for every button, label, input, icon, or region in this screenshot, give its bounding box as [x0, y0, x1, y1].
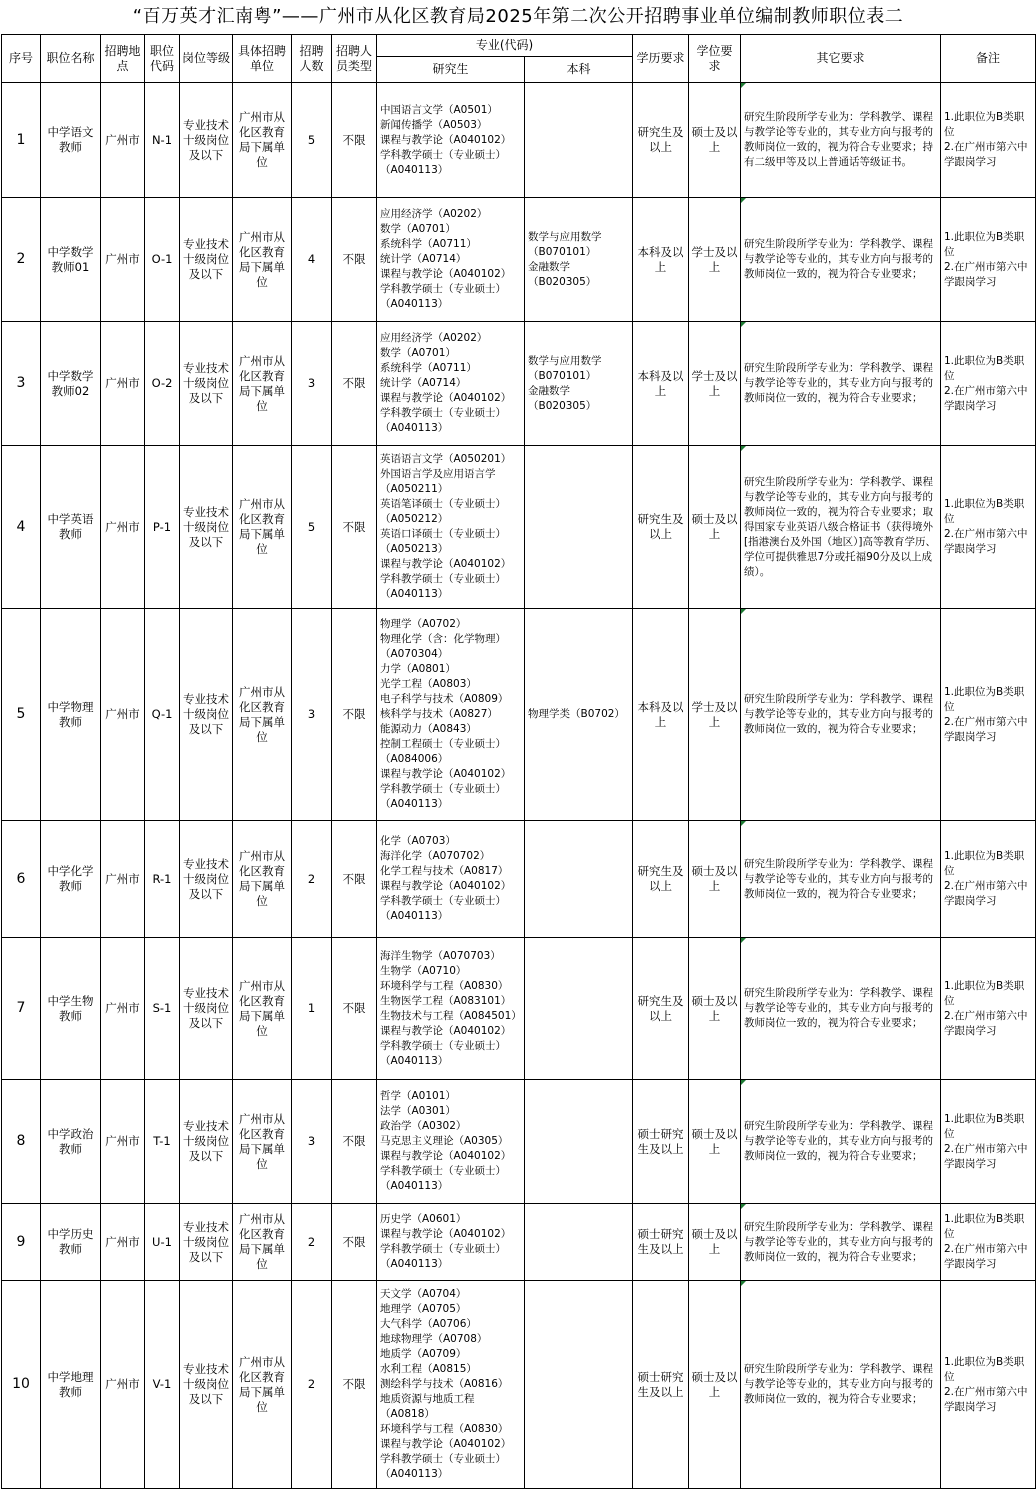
- row-grad-majors-line: 学科教学硕士（专业硕士）（A040113）: [380, 283, 506, 310]
- row-grad-majors: [377, 83, 525, 198]
- row-code: T-1: [145, 1080, 180, 1204]
- row-grad-majors-line: 化学（A0703）: [380, 835, 456, 847]
- row-note: [941, 821, 1036, 938]
- row-grad-majors-line: 学科教学硕士（专业硕士）（A040113）: [380, 148, 506, 176]
- row-under-majors-line: 数学与应用数学（B070101）: [528, 354, 602, 382]
- row-level: 专业技术十级岗位及以下: [180, 83, 233, 198]
- row-name: 中学化学教师: [41, 821, 101, 938]
- row-grad-majors-line: 系统科学（A0711）: [380, 238, 477, 250]
- row-note-line: 1.此职位为B类职位: [944, 1355, 1025, 1383]
- row-name: 中学政治教师: [41, 1080, 101, 1204]
- row-name: 中学数学教师01: [41, 198, 101, 322]
- row-grad-majors-line: 学科教学硕士（专业硕士）（A040113）: [380, 1039, 506, 1067]
- table-row: [2, 1204, 1036, 1281]
- row-grad-majors-line: 法学（A0301）: [380, 1105, 456, 1117]
- row-grad-majors-line: 系统科学（A0711）: [380, 362, 477, 374]
- row-grad-majors-line: 天文学（A0704）: [380, 1288, 467, 1300]
- row-type: 不限: [332, 1080, 377, 1204]
- row-degree: 学士及以上: [689, 609, 741, 821]
- row-name: 中学英语教师: [41, 446, 101, 609]
- row-grad-majors-line: 英语笔译硕士（专业硕士）（A050212）: [380, 498, 506, 525]
- row-edu: 硕士研究生及以上: [633, 1281, 689, 1489]
- row-edu: 硕士研究生及以上: [633, 1080, 689, 1204]
- row-count: 3: [292, 609, 332, 821]
- header-major: 专业(代码): [377, 35, 633, 57]
- row-grad-majors-line: 哲学（A0101）: [380, 1090, 456, 1102]
- row-name: 中学物理教师: [41, 609, 101, 821]
- row-grad-majors-line: 测绘科学与技术（A0816）: [380, 1378, 509, 1390]
- row-grad-majors-line: 生物医学工程（A083101）: [380, 994, 512, 1007]
- row-grad-majors-line: 生物学（A0710）: [380, 964, 467, 977]
- row-under-majors: [525, 1204, 633, 1281]
- row-name: 中学生物教师: [41, 938, 101, 1080]
- row-grad-majors-line: 学科教学硕士（专业硕士）（A040113）: [380, 1243, 506, 1270]
- row-other: 研究生阶段所学专业为：学科教学、课程与教学论等专业的，其专业方向与报考的教师岗位一致的，视为符合专业要求；: [741, 938, 941, 1080]
- row-degree: 硕士及以上: [689, 1204, 741, 1281]
- row-grad-majors-line: 能源动力（A0843）: [380, 723, 477, 735]
- row-grad-majors-line: 地质学（A0709）: [380, 1348, 467, 1360]
- table-row: [2, 83, 1036, 198]
- row-place: 广州市: [101, 1204, 145, 1281]
- row-level: 专业技术十级岗位及以下: [180, 198, 233, 322]
- row-name: 中学语文教师: [41, 83, 101, 198]
- row-note-line: 2.在广州市第六中学跟岗学习: [944, 1385, 1028, 1413]
- row-grad-majors: [377, 198, 525, 322]
- row-grad-majors-line: 课程与教学论（A040102）: [380, 133, 512, 146]
- header-other: 其它要求: [741, 35, 941, 83]
- header-edu: 学历要求: [633, 35, 689, 83]
- row-grad-majors-line: 课程与教学论（A040102）: [380, 1150, 512, 1162]
- row-under-majors: [525, 322, 633, 446]
- row-level: 专业技术十级岗位及以下: [180, 938, 233, 1080]
- row-code: S-1: [145, 938, 180, 1080]
- row-edu: 研究生及以上: [633, 821, 689, 938]
- page-title: “百万英才汇南粤”——广州市从化区教育局2025年第二次公开招聘事业单位编制教师职位表二: [132, 6, 904, 27]
- row-place: 广州市: [101, 322, 145, 446]
- row-grad-majors-line: 数学（A0701）: [380, 347, 456, 359]
- table-row: [2, 1080, 1036, 1204]
- row-note: [941, 198, 1036, 322]
- row-degree: 硕士及以上: [689, 83, 741, 198]
- row-count: 5: [292, 446, 332, 609]
- table-body: [2, 83, 1036, 1489]
- row-under-majors: [525, 1080, 633, 1204]
- row-idx: 7: [2, 938, 41, 1080]
- row-note-line: 2.在广州市第六中学跟岗学习: [944, 260, 1028, 288]
- row-grad-majors-line: 数学（A0701）: [380, 223, 456, 235]
- row-degree: 硕士及以上: [689, 1080, 741, 1204]
- row-type: 不限: [332, 322, 377, 446]
- row-grad-majors-line: 中国语言文学（A0501）: [380, 103, 498, 116]
- row-count: 2: [292, 1281, 332, 1489]
- row-edu: 研究生及以上: [633, 83, 689, 198]
- row-degree: 硕士及以上: [689, 1281, 741, 1489]
- row-grad-majors: [377, 446, 525, 609]
- row-unit: 广州市从化区教育局下属单位: [233, 609, 292, 821]
- row-unit: 广州市从化区教育局下属单位: [233, 938, 292, 1080]
- row-other: 研究生阶段所学专业为：学科教学、课程与教学论等专业的，其专业方向与报考的教师岗位一致的，视为符合专业要求；: [741, 1281, 941, 1489]
- row-grad-majors: [377, 322, 525, 446]
- row-note: [941, 83, 1036, 198]
- table-row: [2, 821, 1036, 938]
- row-note-line: 1.此职位为B类职位: [944, 111, 1025, 138]
- row-note-line: 1.此职位为B类职位: [944, 979, 1025, 1007]
- row-grad-majors-line: 地质资源与地质工程（A0818）: [380, 1393, 475, 1420]
- row-grad-majors-line: 大气科学（A0706）: [380, 1318, 477, 1330]
- row-grad-majors-line: 环境科学与工程（A0830）: [380, 979, 509, 992]
- row-idx: 3: [2, 322, 41, 446]
- row-grad-majors-line: 统计学（A0714）: [380, 253, 467, 265]
- row-grad-majors: [377, 938, 525, 1080]
- row-under-majors-line: 金融数学（B020305）: [528, 260, 597, 288]
- header-count: 招聘人数: [292, 35, 332, 83]
- row-type: 不限: [332, 83, 377, 198]
- row-unit: 广州市从化区教育局下属单位: [233, 446, 292, 609]
- row-grad-majors-line: 地理学（A0705）: [380, 1303, 467, 1315]
- row-degree: 硕士及以上: [689, 821, 741, 938]
- row-note: [941, 1080, 1036, 1204]
- row-grad-majors-line: 物理化学（含：化学物理）（A070304）: [380, 633, 506, 660]
- row-code: R-1: [145, 821, 180, 938]
- row-grad-majors-line: 课程与教学论（A040102）: [380, 880, 512, 892]
- row-code: U-1: [145, 1204, 180, 1281]
- row-place: 广州市: [101, 938, 145, 1080]
- row-place: 广州市: [101, 821, 145, 938]
- row-grad-majors: [377, 821, 525, 938]
- row-type: 不限: [332, 1281, 377, 1489]
- row-count: 3: [292, 322, 332, 446]
- row-other: 研究生阶段所学专业为：学科教学、课程与教学论等专业的，其专业方向与报考的教师岗位一致的，视为符合专业要求；持有二级甲等及以上普通话等级证书。: [741, 83, 941, 198]
- row-grad-majors-line: 光学工程（A0803）: [380, 678, 477, 690]
- row-note-line: 2.在广州市第六中学跟岗学习: [944, 880, 1028, 907]
- row-place: 广州市: [101, 609, 145, 821]
- row-grad-majors-line: 马克思主义理论（A0305）: [380, 1135, 509, 1147]
- row-grad-majors-line: 课程与教学论（A040102）: [380, 1228, 512, 1240]
- header-type: 招聘人员类型: [332, 35, 377, 83]
- row-type: 不限: [332, 609, 377, 821]
- header-code: 职位代码: [145, 35, 180, 83]
- row-grad-majors-line: 课程与教学论（A040102）: [380, 1438, 512, 1450]
- row-type: 不限: [332, 821, 377, 938]
- header-level: 岗位等级: [180, 35, 233, 83]
- row-degree: 硕士及以上: [689, 938, 741, 1080]
- row-note-line: 2.在广州市第六中学跟岗学习: [944, 1142, 1028, 1170]
- header-name: 职位名称: [41, 35, 101, 83]
- row-level: 专业技术十级岗位及以下: [180, 1204, 233, 1281]
- row-note-line: 2.在广州市第六中学跟岗学习: [944, 1243, 1028, 1270]
- row-count: 2: [292, 821, 332, 938]
- row-grad-majors-line: 学科教学硕士（专业硕士）（A040113）: [380, 407, 506, 434]
- row-edu: 本科及以上: [633, 609, 689, 821]
- row-edu: 研究生及以上: [633, 446, 689, 609]
- row-idx: 2: [2, 198, 41, 322]
- row-note-line: 1.此职位为B类职位: [944, 1112, 1025, 1140]
- row-name: 中学历史教师: [41, 1204, 101, 1281]
- row-note-line: 1.此职位为B类职位: [944, 1213, 1025, 1240]
- row-level: 专业技术十级岗位及以下: [180, 609, 233, 821]
- row-place: 广州市: [101, 1080, 145, 1204]
- table-row: [2, 322, 1036, 446]
- row-idx: 1: [2, 83, 41, 198]
- table-row: [2, 446, 1036, 609]
- row-note: [941, 1281, 1036, 1489]
- row-grad-majors: [377, 1204, 525, 1281]
- table-row: [2, 609, 1036, 821]
- row-place: 广州市: [101, 83, 145, 198]
- row-other: 研究生阶段所学专业为：学科教学、课程与教学论等专业的，其专业方向与报考的教师岗位一致的，视为符合专业要求；: [741, 1080, 941, 1204]
- row-degree: 学士及以上: [689, 198, 741, 322]
- row-note: [941, 322, 1036, 446]
- row-idx: 4: [2, 446, 41, 609]
- row-other: 研究生阶段所学专业为：学科教学、课程与教学论等专业的，其专业方向与报考的教师岗位一致的，视为符合专业要求；: [741, 821, 941, 938]
- row-unit: 广州市从化区教育局下属单位: [233, 198, 292, 322]
- row-type: 不限: [332, 446, 377, 609]
- row-under-majors: [525, 938, 633, 1080]
- row-note-line: 2.在广州市第六中学跟岗学习: [944, 715, 1028, 743]
- header-grad: 研究生: [377, 57, 525, 83]
- row-under-majors: [525, 609, 633, 821]
- row-note: [941, 609, 1036, 821]
- row-place: 广州市: [101, 446, 145, 609]
- row-code: N-1: [145, 83, 180, 198]
- row-grad-majors: [377, 1281, 525, 1489]
- row-idx: 10: [2, 1281, 41, 1489]
- row-grad-majors-line: 课程与教学论（A040102）: [380, 558, 512, 570]
- row-grad-majors: [377, 1080, 525, 1204]
- row-other: 研究生阶段所学专业为：学科教学、课程与教学论等专业的，其专业方向与报考的教师岗位一致的，视为符合专业要求；: [741, 609, 941, 821]
- row-idx: 9: [2, 1204, 41, 1281]
- row-grad-majors-line: 英语口译硕士（专业硕士）（A050213）: [380, 528, 506, 555]
- row-type: 不限: [332, 938, 377, 1080]
- row-code: V-1: [145, 1281, 180, 1489]
- row-under-majors: [525, 446, 633, 609]
- row-grad-majors-line: 核科学与技术（A0827）: [380, 708, 498, 720]
- row-grad-majors-line: 力学（A0801）: [380, 663, 456, 675]
- row-note-line: 2.在广州市第六中学跟岗学习: [944, 141, 1028, 168]
- row-grad-majors-line: 学科教学硕士（专业硕士）（A040113）: [380, 573, 506, 600]
- row-level: 专业技术十级岗位及以下: [180, 446, 233, 609]
- row-unit: 广州市从化区教育局下属单位: [233, 1080, 292, 1204]
- row-unit: 广州市从化区教育局下属单位: [233, 1281, 292, 1489]
- table-row: [2, 1281, 1036, 1489]
- header-note: 备注: [941, 35, 1036, 83]
- row-edu: 本科及以上: [633, 322, 689, 446]
- row-grad-majors-line: 应用经济学（A0202）: [380, 208, 488, 220]
- row-other: 研究生阶段所学专业为：学科教学、课程与教学论等专业的，其专业方向与报考的教师岗位一致的，视为符合专业要求；取得国家专业英语八级合格证书（获得境外[指港澳台及外国（地区）]高等教育学历、学位可提供雅思7分或托福90分及以上成绩）。: [741, 446, 941, 609]
- row-note-line: 2.在广州市第六中学跟岗学习: [944, 1009, 1028, 1037]
- row-edu: 研究生及以上: [633, 938, 689, 1080]
- row-grad-majors: [377, 609, 525, 821]
- header-idx: 序号: [2, 35, 41, 83]
- row-grad-majors-line: 电子科学与技术（A0809）: [380, 693, 509, 705]
- row-edu: 本科及以上: [633, 198, 689, 322]
- row-note: [941, 446, 1036, 609]
- row-level: 专业技术十级岗位及以下: [180, 322, 233, 446]
- row-note-line: 1.此职位为B类职位: [944, 685, 1025, 713]
- row-unit: 广州市从化区教育局下属单位: [233, 821, 292, 938]
- row-level: 专业技术十级岗位及以下: [180, 821, 233, 938]
- row-grad-majors-line: 历史学（A0601）: [380, 1213, 467, 1225]
- row-grad-majors-line: 课程与教学论（A040102）: [380, 1024, 512, 1037]
- row-grad-majors-line: 课程与教学论（A040102）: [380, 392, 512, 404]
- row-grad-majors-line: 海洋化学（A070702）: [380, 850, 491, 862]
- row-under-majors: [525, 821, 633, 938]
- row-grad-majors-line: 海洋生物学（A070703）: [380, 949, 501, 962]
- row-under-majors: [525, 83, 633, 198]
- row-grad-majors-line: 学科教学硕士（专业硕士）（A040113）: [380, 1453, 506, 1480]
- row-name: 中学地理教师: [41, 1281, 101, 1489]
- row-grad-majors-line: 化学工程与技术（A0817）: [380, 865, 509, 877]
- row-under-majors-line: 金融数学（B020305）: [528, 384, 597, 412]
- row-code: P-1: [145, 446, 180, 609]
- row-idx: 5: [2, 609, 41, 821]
- row-grad-majors-line: 水利工程（A0815）: [380, 1363, 477, 1375]
- row-unit: 广州市从化区教育局下属单位: [233, 322, 292, 446]
- row-code: Q-1: [145, 609, 180, 821]
- row-grad-majors-line: 英语语言文学（A050201）: [380, 453, 512, 465]
- row-code: O-2: [145, 322, 180, 446]
- row-under-majors: [525, 1281, 633, 1489]
- row-name: 中学数学教师02: [41, 322, 101, 446]
- row-place: 广州市: [101, 198, 145, 322]
- table-row: [2, 198, 1036, 322]
- row-grad-majors-line: 课程与教学论（A040102）: [380, 768, 512, 780]
- row-note-line: 1.此职位为B类职位: [944, 230, 1025, 258]
- row-level: 专业技术十级岗位及以下: [180, 1281, 233, 1489]
- row-note: [941, 938, 1036, 1080]
- row-grad-majors-line: 新闻传播学（A0503）: [380, 118, 488, 131]
- row-note-line: 1.此职位为B类职位: [944, 498, 1025, 525]
- row-other: 研究生阶段所学专业为：学科教学、课程与教学论等专业的，其专业方向与报考的教师岗位一致的，视为符合专业要求；: [741, 1204, 941, 1281]
- row-grad-majors-line: 地球物理学（A0708）: [380, 1333, 488, 1345]
- header-degree: 学位要求: [689, 35, 741, 83]
- header-place: 招聘地点: [101, 35, 145, 83]
- row-note-line: 1.此职位为B类职位: [944, 354, 1025, 382]
- row-idx: 6: [2, 821, 41, 938]
- row-type: 不限: [332, 198, 377, 322]
- row-grad-majors-line: 物理学（A0702）: [380, 618, 467, 630]
- header-unit: 具体招聘单位: [233, 35, 292, 83]
- row-grad-majors-line: 生物技术与工程（A084501）: [380, 1009, 522, 1022]
- row-code: O-1: [145, 198, 180, 322]
- row-grad-majors-line: 学科教学硕士（专业硕士）（A040113）: [380, 1165, 506, 1192]
- row-level: 专业技术十级岗位及以下: [180, 1080, 233, 1204]
- row-degree: 学士及以上: [689, 322, 741, 446]
- row-under-majors-line: 数学与应用数学（B070101）: [528, 230, 602, 258]
- row-place: 广州市: [101, 1281, 145, 1489]
- row-edu: 硕士研究生及以上: [633, 1204, 689, 1281]
- row-idx: 8: [2, 1080, 41, 1204]
- row-count: 5: [292, 83, 332, 198]
- row-grad-majors-line: 学科教学硕士（专业硕士）（A040113）: [380, 783, 506, 810]
- row-other: 研究生阶段所学专业为：学科教学、课程与教学论等专业的，其专业方向与报考的教师岗位一致的，视为符合专业要求；: [741, 322, 941, 446]
- row-type: 不限: [332, 1204, 377, 1281]
- row-count: 1: [292, 938, 332, 1080]
- row-unit: 广州市从化区教育局下属单位: [233, 1204, 292, 1281]
- row-count: 2: [292, 1204, 332, 1281]
- row-under-majors-line: 物理学类（B0702）: [528, 708, 625, 720]
- row-note-line: 1.此职位为B类职位: [944, 850, 1025, 877]
- row-grad-majors-line: 控制工程硕士（专业硕士）（A084006）: [380, 738, 506, 765]
- row-grad-majors-line: 外国语言学及应用语言学（A050211）: [380, 468, 496, 495]
- row-note-line: 2.在广州市第六中学跟岗学习: [944, 384, 1028, 412]
- row-count: 4: [292, 198, 332, 322]
- row-grad-majors-line: 应用经济学（A0202）: [380, 332, 488, 344]
- table-row: [2, 938, 1036, 1080]
- positions-table: [1, 34, 1036, 1489]
- row-degree: 硕士及以上: [689, 446, 741, 609]
- row-grad-majors-line: 政治学（A0302）: [380, 1120, 467, 1132]
- row-grad-majors-line: 课程与教学论（A040102）: [380, 268, 512, 280]
- row-note-line: 2.在广州市第六中学跟岗学习: [944, 528, 1028, 555]
- row-under-majors: [525, 198, 633, 322]
- row-grad-majors-line: 统计学（A0714）: [380, 377, 467, 389]
- row-note: [941, 1204, 1036, 1281]
- header-under: 本科: [525, 57, 633, 83]
- row-unit: 广州市从化区教育局下属单位: [233, 83, 292, 198]
- row-other: 研究生阶段所学专业为：学科教学、课程与教学论等专业的，其专业方向与报考的教师岗位一致的，视为符合专业要求；: [741, 198, 941, 322]
- row-count: 3: [292, 1080, 332, 1204]
- row-grad-majors-line: 学科教学硕士（专业硕士）（A040113）: [380, 895, 506, 922]
- row-grad-majors-line: 环境科学与工程（A0830）: [380, 1423, 509, 1435]
